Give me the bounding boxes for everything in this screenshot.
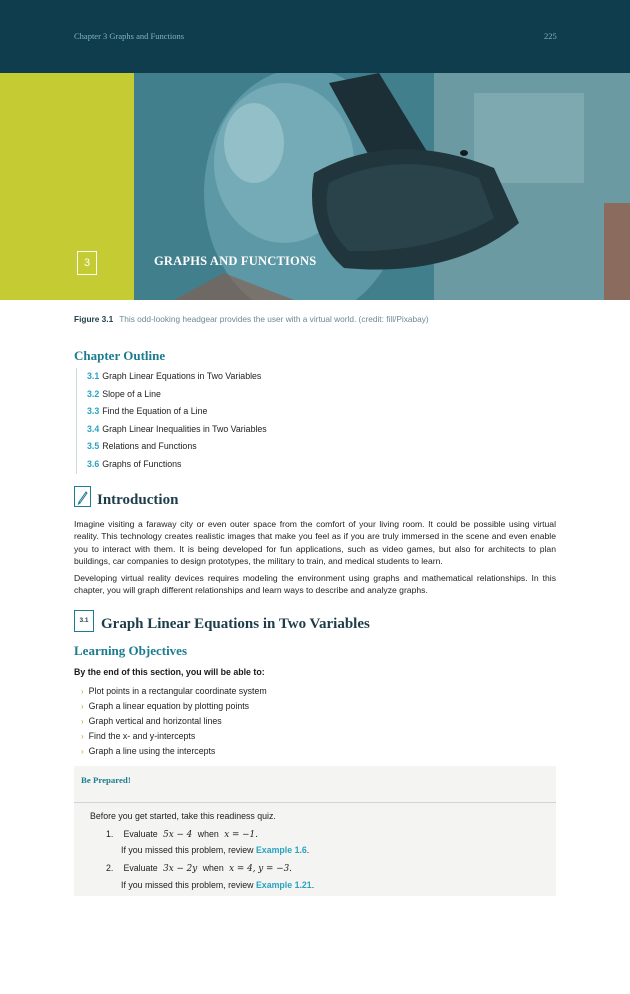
outline-item[interactable]: 3.5 Relations and Functions	[87, 441, 197, 452]
math-expression: 5x − 4	[163, 830, 193, 840]
math-expression: 3x − 2y	[163, 864, 198, 874]
chapter-label: Chapter 3 Graphs and Functions	[74, 31, 185, 41]
quiz-question-2: 2. Evaluate 3x − 2y when x = 4, y = −3.	[106, 863, 292, 874]
bullet-icon: ›	[81, 687, 84, 696]
bullet-icon: ›	[81, 732, 84, 741]
quiz-question-1: 1. Evaluate 5x − 4 when x = −1.	[106, 829, 258, 840]
outline-item[interactable]: 3.1 Graph Linear Equations in Two Variables	[87, 371, 262, 381]
introduction-paragraph-1: Imagine visiting a faraway city or even outer space from the comfort of your living room. It could be possible using virtual reality. This technology creates realistic images that make you feel as if you are truly immersed in the scene and even enable you to interact with them. It is being developed for fun applications, such as video games, but also for architects to plan buildings, car companies to design prototypes, the military to train, and medical students to learn.	[74, 519, 556, 566]
chapter-hero	[0, 73, 630, 300]
figure-caption	[74, 314, 429, 324]
learning-objectives-heading: Learning Objectives	[74, 643, 188, 658]
bullet-icon: ›	[81, 702, 84, 711]
math-condition: x = 4, y = −3.	[229, 864, 292, 874]
be-prepared-box	[74, 766, 556, 896]
outline-item[interactable]: 3.2 Slope of a Line	[87, 388, 161, 399]
outline-item[interactable]: 3.6 Graphs of Functions	[87, 458, 182, 469]
objective-item: › Graph vertical and horizontal lines	[81, 716, 222, 726]
figure-caption-text: This odd-looking headgear provides the user with a virtual world. (credit: fill/Pixabay)	[119, 314, 429, 324]
chapter-title: GRAPHS AND FUNCTIONS	[154, 254, 317, 268]
section-number-box: 3.1	[74, 610, 94, 632]
pencil-icon	[74, 486, 91, 507]
be-prepared-heading: Be Prepared!	[81, 775, 131, 785]
bullet-icon: ›	[81, 747, 84, 756]
section-title: Graph Linear Equations in Two Variables	[101, 616, 370, 632]
quiz-hint-2: If you missed this problem, review Example 1.21.	[121, 880, 315, 890]
outline-item[interactable]: 3.4 Graph Linear Inequalities in Two Variables	[87, 423, 267, 434]
introduction-paragraph-2: Developing virtual reality devices requires modeling the environment using graphs and mathematical relationships. In this chapter, you will graph different relationships and learn ways to describe and analyze graphs.	[74, 573, 556, 596]
page-number: 225	[544, 31, 557, 41]
math-condition: x = −1.	[224, 830, 258, 840]
objective-item: › Graph a linear equation by plotting points	[81, 701, 250, 711]
example-link[interactable]: Example 1.21	[255, 880, 312, 890]
hero-accent-block	[0, 73, 134, 300]
page-header	[0, 0, 630, 73]
learning-objectives-intro: By the end of this section, you will be able to:	[74, 667, 265, 677]
example-link[interactable]: Example 1.6	[255, 845, 307, 855]
bullet-icon: ›	[81, 717, 84, 726]
objective-item: › Graph a line using the intercepts	[81, 746, 216, 756]
be-prepared-header	[74, 766, 556, 803]
outline-item[interactable]: 3.3 Find the Equation of a Line	[87, 406, 208, 417]
figure-label: Figure 3.1	[74, 314, 114, 324]
chapter-number-box: 3	[77, 251, 97, 275]
be-prepared-lead: Before you get started, take this readiness quiz.	[90, 811, 276, 821]
objective-item: › Plot points in a rectangular coordinate system	[81, 686, 267, 696]
quiz-hint-1: If you missed this problem, review Example 1.6.	[121, 845, 310, 855]
learning-objectives-list	[81, 684, 267, 759]
introduction-heading: Introduction	[97, 492, 179, 508]
chapter-outline-list	[76, 368, 267, 474]
objective-item: › Find the x- and y-intercepts	[81, 731, 196, 741]
chapter-outline-heading: Chapter Outline	[74, 348, 166, 363]
